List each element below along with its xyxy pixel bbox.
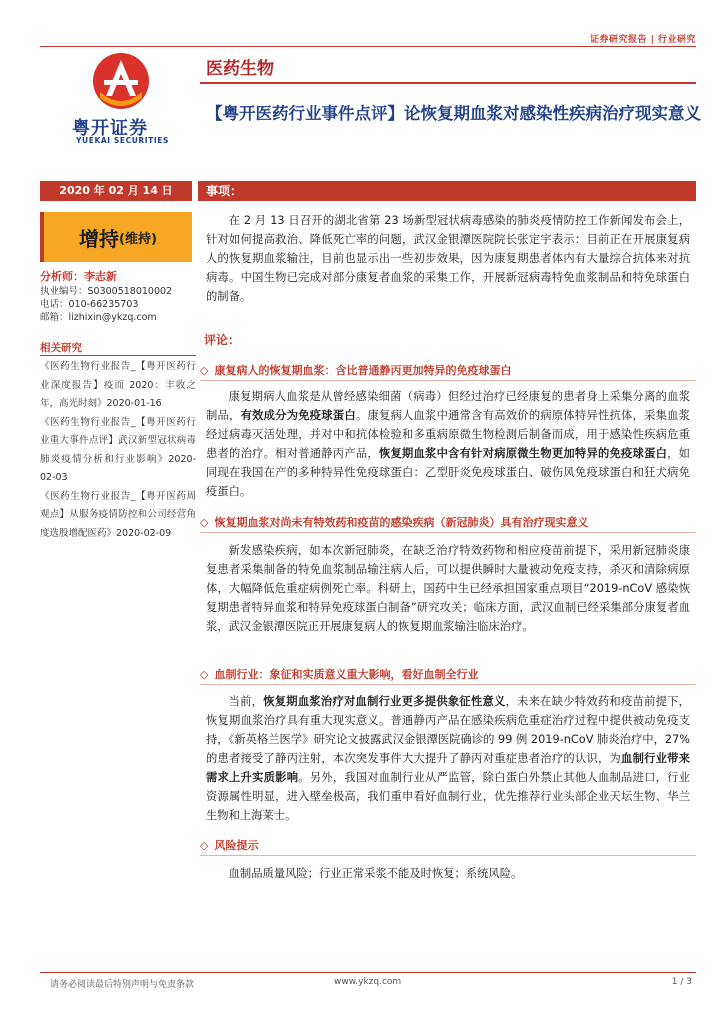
analyst-phone: 电话：010-66235703 <box>40 299 139 310</box>
section-heading-2: ◇ 恢复期血浆对尚未有特效药和疫苗的感染疾病（新冠肺炎）具有治疗现实意义 <box>200 513 696 532</box>
analyst-email[interactable]: 邮箱：lizhixin@ykzq.com <box>40 312 157 323</box>
section-divider <box>200 684 696 685</box>
section-heading-4: ◇ 风险提示 <box>200 836 696 855</box>
related-research-title: 相关研究 <box>40 342 82 354</box>
diamond-bullet-icon: ◇ <box>200 364 209 377</box>
section-heading-1: ◇ 康复病人的恢复期血浆：含比普通静丙更加特异的免疫球蛋白 <box>200 361 696 380</box>
header-divider <box>40 46 696 47</box>
section-3-paragraph: 当前，恢复期血浆治疗对血制行业更多提供象征性意义，未来在缺少特效药和疫苗前提下，恢复期血浆治疗具有重大现实意义。普通静丙产品在感染疾病危重症治疗过程中提供被动免疫支持，《新英格兰医学》研究论文披露武汉金银潭医院确诊的 99 例 2019-nCoV 肺炎治疗中，27%的患者接受了静丙注射，本次突发事件大大提升了静丙对重症患者治疗的认识，为血制行业带来需求上升实质影响。另外，我国对血制行业从严监管，除白蛋白外禁止其他人血制品进口，行业资源属性明显，进入壁垒极高，我们重申看好血制行业，优先推荐行业头部企业天坛生物、华兰生物和上海莱士。 <box>206 695 690 822</box>
diamond-bullet-icon: ◇ <box>200 516 209 529</box>
rating-note: (维持) <box>119 231 157 247</box>
section-1-paragraph: 康复期病人血浆是从曾经感染细菌（病毒）但经过治疗已经康复的患者身上采集分离的血浆制品，有效成分为免疫球蛋白。康复病人血浆中通常含有高效价的病原体特异性抗体，采集血浆经过病毒灭活处理，并对中和抗体检验和多重病原微生物检测后制备而成，用于感染性疾病危重患者的治疗。相对普通静丙产品，恢复期血浆中含有针对病原微生物更加特异的免疫球蛋白，如同现在我国在产的多种特异性免疫球蛋白：乙型肝炎免疫球蛋白、破伤风免疫球蛋白和狂犬病免疫蛋白。 <box>206 390 690 498</box>
report-title: 【粤开医药行业事件点评】论恢复期血浆对感染性疾病治疗现实意义 <box>206 104 701 123</box>
footer-divider <box>40 972 696 973</box>
footer-website[interactable]: www.ykzq.com <box>334 977 402 987</box>
section-heading-3: ◇ 血制行业：象征和实质意义重大影响，看好血制全行业 <box>200 665 696 684</box>
analyst-info <box>40 270 200 324</box>
sector-divider <box>200 82 696 84</box>
rating-value: 增持 <box>79 226 120 251</box>
related-item[interactable]: 《医药生物行业报告_【粤开医药行业重大事件点评】武汉新型冠状病毒肺炎疫情分析和行业影响》2020-02-03 <box>40 416 196 483</box>
analyst-cert: 执业编号：S0300518010002 <box>40 286 173 297</box>
analyst-name: 分析师：李志新 <box>40 270 117 283</box>
risk-paragraph: 血制品质量风险；行业正常采浆不能及时恢复；系统风险。 <box>228 867 523 880</box>
footer-disclaimer[interactable]: 请务必阅读最后特别声明与免责条款 <box>50 980 195 990</box>
event-paragraph: 在 2 月 13 日召开的湖北省第 23 场新型冠状病毒感染的肺炎疫情防控工作新闻发布会上，针对如何提高救治、降低死亡率的问题，武汉金银潭医院院长张定宇表示：目前正在开展康复病人的恢复期血浆输注，目前也显示出一些初步效果，因为康复期患者体内有大量综合抗体来对抗病毒。中国生物已完成对部分康复者血浆的采集工作，开展新冠病毒特免血浆制品和特免球蛋白的制备。 <box>206 214 690 303</box>
section-divider <box>200 855 696 856</box>
related-item[interactable]: 《医药生物行业报告_【粤开医药行业深度报告】疫而 2020：丰收之年，高光时刻》2020-01-16 <box>40 361 196 409</box>
logo-chinese-name: 粤开证券 <box>72 118 148 139</box>
review-label: 评论： <box>204 333 241 347</box>
event-section-header: 事项： <box>198 181 696 201</box>
logo-english-name: YUEKAI SECURITIES <box>76 136 169 145</box>
page-number: 1 / 3 <box>671 977 692 987</box>
section-2-paragraph: 新发感染疾病，如本次新冠肺炎，在缺乏治疗特效药物和相应疫苗前提下，采用新冠肺炎康复患者采集制备的特免血浆制品输注病人后，可以提供瞬时大量被动免疫支持，杀灭和清除病原体，大幅降低危重症病例死亡率。科研上，国药中生已经承担国家重点项目“2019-nCoV 感染恢复期患者特异血浆和特异免疫球蛋白制备”研究攻关；临床方面，武汉血制已经采集部分康复者血浆，武汉金银潭医院正开展康复病人的恢复期血浆输注临床治疗。 <box>206 544 690 633</box>
document-type-label: 证券研究报告 | 行业研究 <box>589 35 696 45</box>
related-divider <box>40 355 196 356</box>
logo-emblem-icon <box>92 52 150 110</box>
related-item[interactable]: 《医药生物行业报告_【粤开医药周观点】从服务疫情防控和公司经营角度选股增配医药》2020-02-09 <box>40 490 196 539</box>
diamond-bullet-icon: ◇ <box>200 839 209 852</box>
report-date: 2020 年 02 月 14 日 <box>40 181 192 201</box>
related-research-list <box>40 358 196 543</box>
section-divider <box>200 380 696 381</box>
diamond-bullet-icon: ◇ <box>200 668 209 681</box>
section-divider <box>200 532 696 533</box>
sector-label: 医药生物 <box>206 59 274 79</box>
rating-box <box>40 212 192 262</box>
